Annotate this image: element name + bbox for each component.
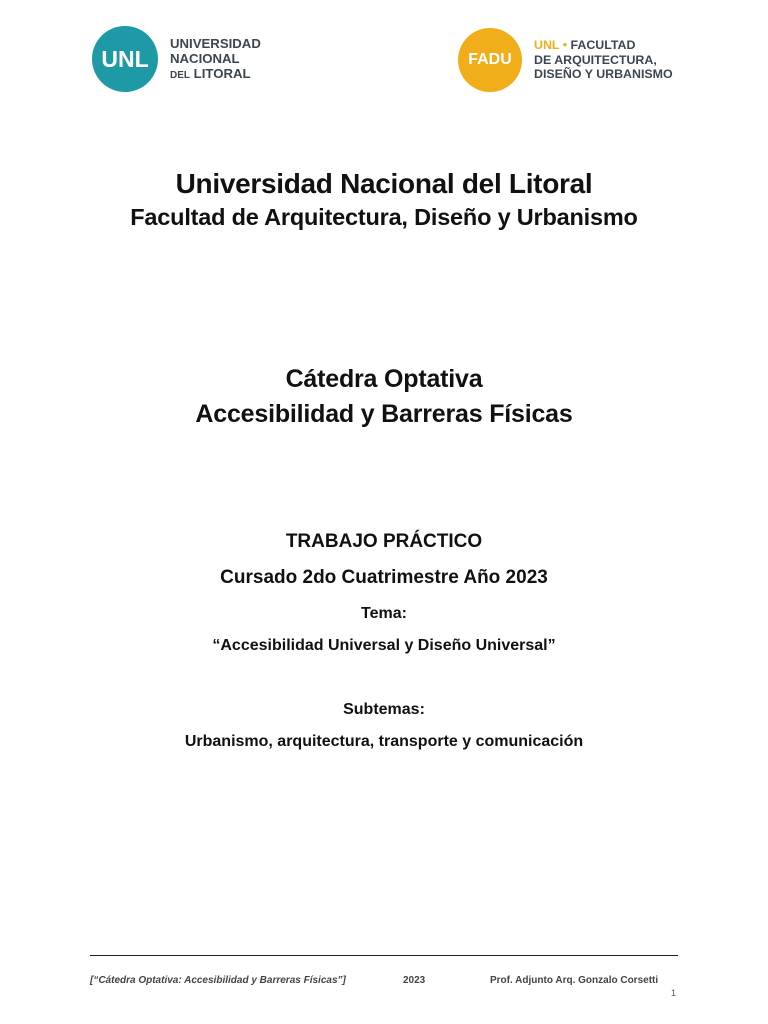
unl-logo-line3-prefix: DEL	[170, 69, 190, 81]
unl-logo-line2: NACIONAL	[170, 50, 240, 66]
course-name: Accesibilidad y Barreras Físicas	[195, 400, 573, 428]
course-type: Cátedra Optativa	[285, 365, 483, 393]
assignment-period: Cursado 2do Cuatrimestre Año 2023	[220, 567, 548, 588]
fadu-logo-line1-sep: •	[559, 38, 571, 53]
university-title: Universidad Nacional del Litoral	[175, 168, 593, 199]
fadu-logo-text	[534, 38, 673, 82]
unl-logo-line3	[170, 66, 261, 83]
page-number: 1	[671, 988, 677, 998]
fadu-logo-line3: DISEÑO Y URBANISMO	[534, 67, 673, 82]
fadu-logo-line2: DE ARQUITECTURA,	[534, 52, 657, 67]
unl-logo-text	[170, 36, 261, 83]
footer-year: 2023	[403, 975, 426, 986]
topic-value: “Accesibilidad Universal y Diseño Universal”	[212, 637, 556, 654]
footer-author: Prof. Adjunto Arq. Gonzalo Corsetti	[490, 975, 659, 986]
footer-course-ref: [“Cátedra Optativa: Accesibilidad y Barreras Físicas”]	[90, 975, 346, 986]
unl-logo-line1: UNIVERSIDAD	[170, 35, 261, 51]
assignment-heading: TRABAJO PRÁCTICO	[285, 531, 483, 552]
fadu-logo	[458, 28, 673, 92]
topic-label: Tema:	[361, 605, 407, 622]
fadu-logo-line1	[534, 38, 673, 53]
footer-divider	[90, 955, 678, 956]
unl-logo-line3-main: LITORAL	[193, 65, 251, 81]
subtopics-label: Subtemas:	[343, 701, 425, 718]
faculty-title: Facultad de Arquitectura, Diseño y Urbanismo	[130, 204, 638, 230]
unl-logo	[92, 26, 261, 92]
fadu-logo-mark: FADU	[458, 28, 522, 92]
fadu-logo-line1-accent: UNL	[534, 38, 560, 53]
fadu-logo-line1-main: FACULTAD	[570, 38, 636, 53]
unl-logo-mark: UNL	[92, 26, 158, 92]
subtopics-value: Urbanismo, arquitectura, transporte y comunicación	[184, 733, 584, 750]
